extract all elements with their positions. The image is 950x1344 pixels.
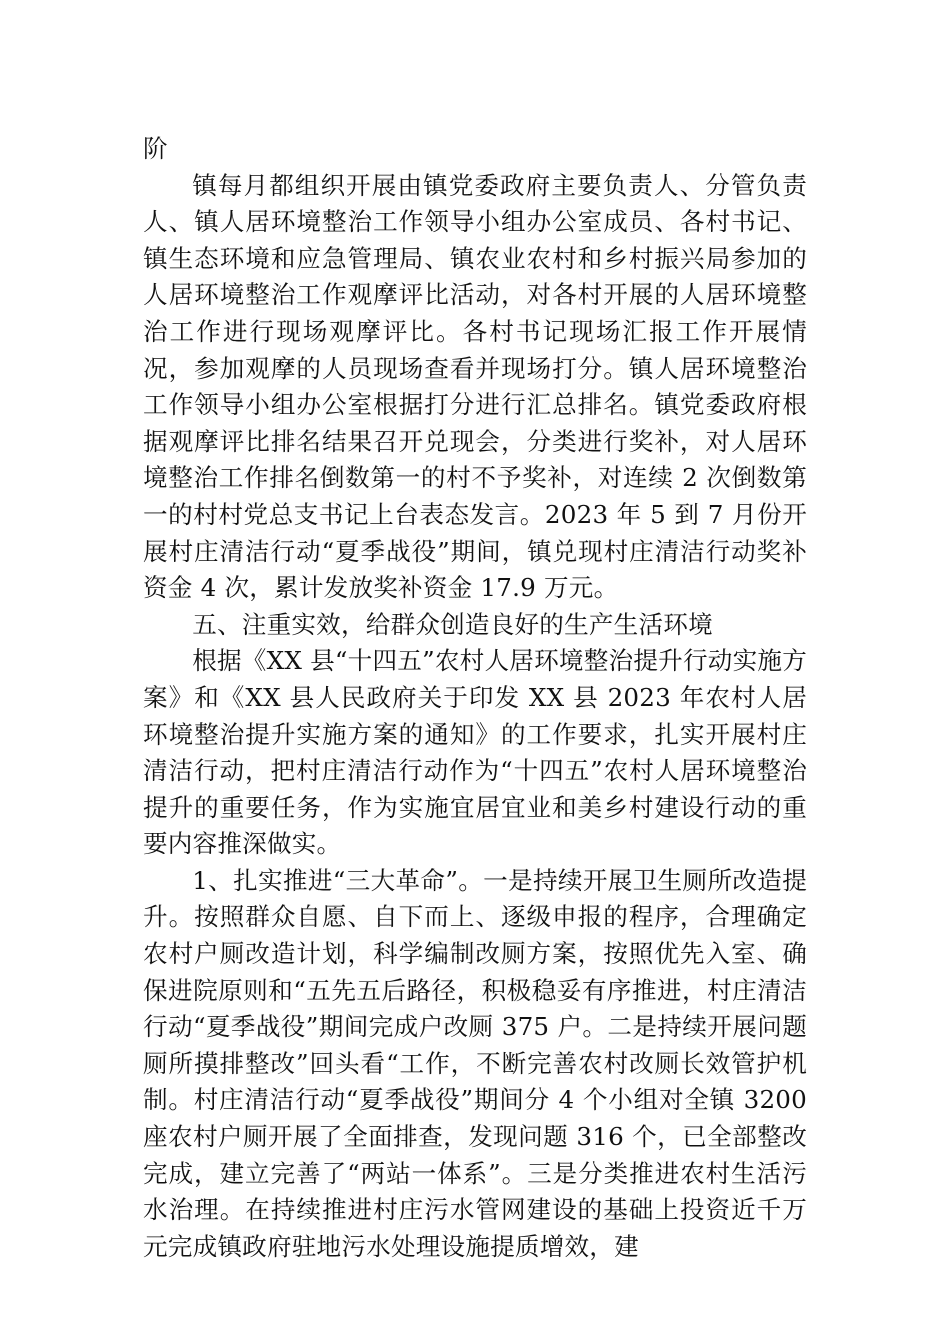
paragraph-three-revolutions: 1、扎实推进“三大革命”。一是持续开展卫生厕所改造提升。按照群众自愿、自下而上、逐级申报的程序，合理确定农村户厕改造计划，科学编制改厕方案，按照优先入室、确保进院原则和“五先五后路径，积极稳妥有序推进，村庄清洁行动“夏季战役”期间完成户改厕 375 户。二是持续开展问题厕所摸排整改”回头看“工作，不断完善农村改厕长效管护机制。村庄清洁行动“夏季战役”期间分 4 个小组对全镇 3200 座农村户厕开展了全面排查，发现问题 316 个，已全部整改完成，建立完善了“两站一体系”。三是分类推进农村生活污水治理。在持续推进村庄污水管网建设的基础上投资近千万元完成镇政府驻地污水处理设施提质增效，建 (143, 865, 807, 1261)
section-heading-five: 五、注重实效，给群众创造良好的生产生活环境 (192, 609, 713, 639)
document-page (143, 131, 807, 1265)
paragraph-implementation-plan: 根据《XX 县“十四五”农村人居环境整治提升行动实施方案》和《XX 县人民政府关于印发 XX 县 2023 年农村人居环境整治提升实施方案的通知》的工作要求，扎实开展村庄清洁行动，把村庄清洁行动作为“十四五”农村人居环境整治提升的重要任务，作为实施宜居宜业和美乡村建设行动的重要内容推深做实。 (143, 646, 807, 859)
paragraph-evaluation-activity: 镇每月都组织开展由镇党委政府主要负责人、分管负责人、镇人居环境整治工作领导小组办公室成员、各村书记、镇生态环境和应急管理局、镇农业农村和乡村振兴局参加的人居环境整治工作观摩评比活动，对各村开展的人居环境整治工作进行现场观摩评比。各村书记现场汇报工作开展情况，参加观摩的人员现场查看并现场打分。镇人居环境整治工作领导小组办公室根据打分进行汇总排名。镇党委政府根据观摩评比排名结果召开兑现会，分类进行奖补，对人居环境整治工作排名倒数第一的村不予奖补，对连续 2 次倒数第一的村村党总支书记上台表态发言。2023 年 5 到 7 月份开展村庄清洁行动“夏季战役”期间，镇兑现村庄清洁行动奖补资金 4 次，累计发放奖补资金 17.9 万元。 (143, 170, 807, 603)
paragraph-fragment: 阶 (143, 134, 168, 163)
